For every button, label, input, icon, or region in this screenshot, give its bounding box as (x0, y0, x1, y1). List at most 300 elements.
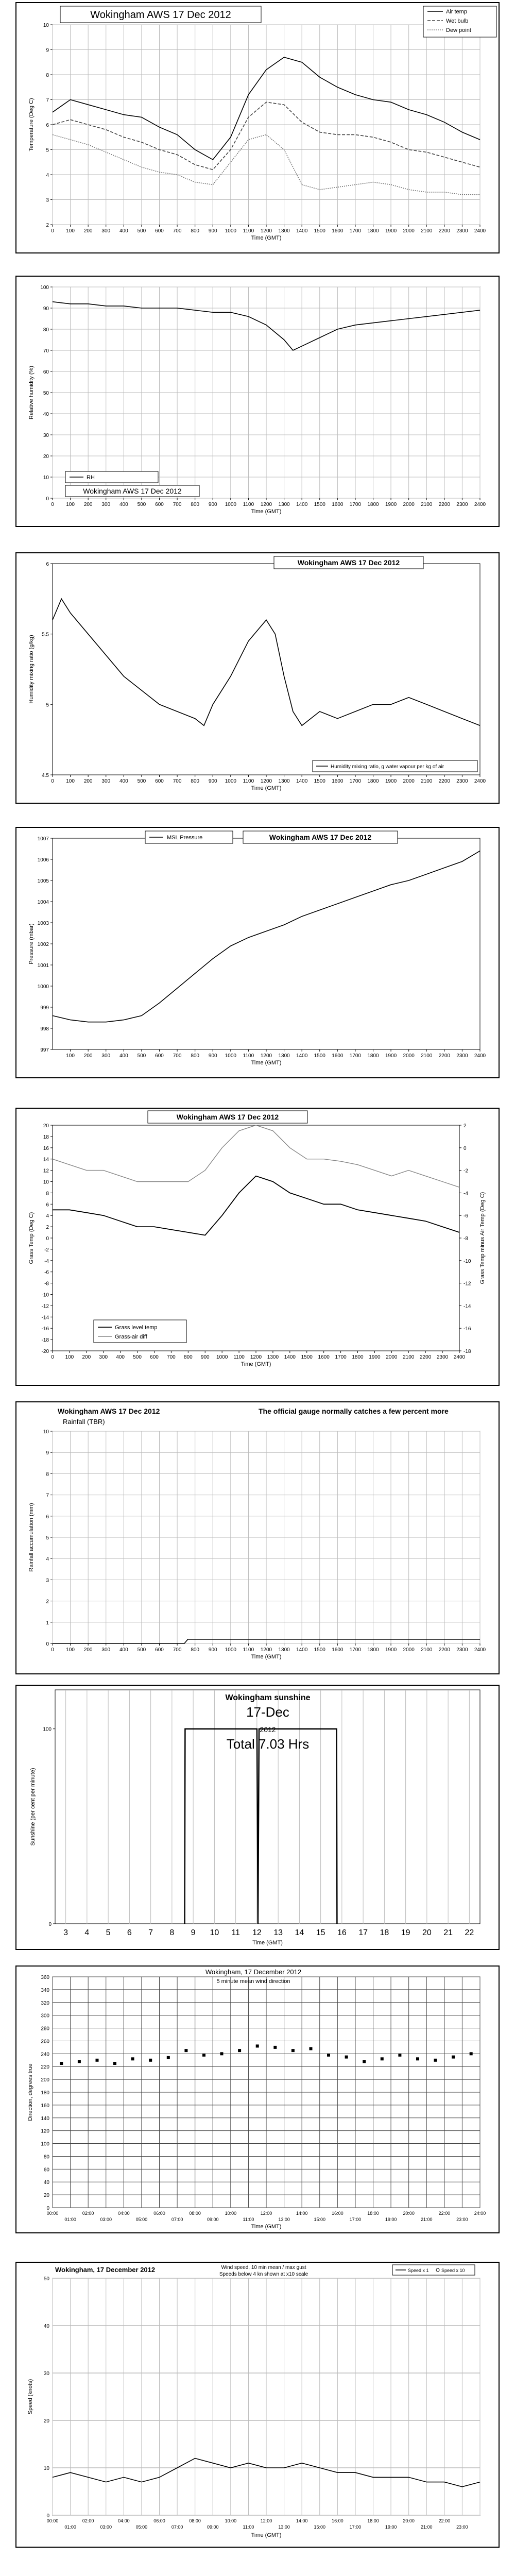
y-tick-label: 30 (43, 2371, 49, 2377)
chart-subtitle: Wind speed, 10 min mean / max gust (221, 2265, 306, 2270)
x-tick-label: 1900 (385, 502, 397, 507)
y-tick-label: 100 (43, 1726, 52, 1733)
x-tick-label: 1500 (314, 502, 325, 507)
x-axis-label: Time (GMT) (251, 509, 282, 515)
y-tick-label: 360 (41, 1975, 49, 1980)
x-tick-label: 2300 (456, 1053, 468, 1059)
wind-direction-point (327, 2054, 330, 2057)
legend-label: Speed x 10 (441, 2268, 465, 2273)
rainfall-chart (15, 1401, 500, 1674)
y-tick-label: 30 (43, 433, 49, 438)
x-tick-label: 600 (155, 1647, 164, 1653)
x-tick-label: 22:00 (438, 2211, 451, 2216)
x-tick-label: 500 (137, 228, 146, 234)
legend-label: Dew point (446, 27, 471, 33)
x-tick-label: 100 (66, 1647, 75, 1653)
y-tick-label: 100 (41, 2141, 49, 2147)
pressure-chart (15, 827, 500, 1078)
wind-direction-point (202, 2054, 205, 2057)
x-tick-label: 900 (208, 1053, 217, 1059)
x-tick-label: 1400 (284, 1354, 296, 1360)
x-tick-label: 2400 (474, 228, 486, 234)
chart-title: Wokingham, 17 December 2012 (55, 2266, 156, 2274)
legend-label: Humidity mixing ratio, g water vapour per kg of air (331, 764, 444, 770)
x-axis-label: Time (GMT) (252, 1940, 283, 1946)
x-tick-label: 2000 (403, 1647, 415, 1653)
x-tick-label: 1500 (314, 778, 325, 784)
rainfall-chart-svg (16, 1402, 499, 1673)
x-tick-label: 200 (83, 778, 93, 784)
x-tick-label: 21:00 (420, 2524, 433, 2530)
grass-temp-chart (15, 1108, 500, 1386)
x-tick-label: 10:00 (225, 2211, 237, 2216)
wind-direction-point (238, 2049, 241, 2052)
y-tick-label: 160 (41, 2103, 49, 2109)
x-tick-label: 12:00 (260, 2211, 272, 2216)
x-tick-label: 1900 (385, 1053, 397, 1059)
x-tick-label: 2300 (456, 228, 468, 234)
y-tick-label: 8 (46, 1191, 49, 1197)
x-tick-label: 14:00 (296, 2518, 308, 2523)
y-tick-label: 14 (43, 1157, 49, 1163)
y-tick-label: 0 (46, 496, 49, 502)
x-tick-label: 400 (119, 1053, 128, 1059)
legend-label: Grass level temp (115, 1325, 158, 1331)
x-tick-label: 06:00 (153, 2211, 165, 2216)
sunshine-chart-svg (16, 1686, 499, 1949)
x-tick-label: 1300 (267, 1354, 279, 1360)
wind-direction-point (220, 2052, 224, 2055)
x-tick-label: 1200 (260, 1053, 272, 1059)
x-tick-label: 0 (51, 1354, 54, 1360)
y2-tick-label: 2 (464, 1123, 467, 1129)
y2-tick-label: 0 (464, 1145, 467, 1151)
y-tick-label: 140 (41, 2115, 49, 2122)
chart-date: 17-Dec (246, 1704, 289, 1720)
x-tick-label: 20:00 (403, 2518, 415, 2523)
x-tick-label: 2400 (453, 1354, 466, 1360)
x-tick-label: 14:00 (296, 2211, 308, 2216)
y-tick-label: 80 (43, 2154, 49, 2160)
y-axis-label: Pressure (mbar) (28, 923, 35, 964)
wind-direction-point (452, 2056, 455, 2059)
x-tick-label: 18 (380, 1928, 389, 1937)
x-axis-label: Time (GMT) (251, 235, 282, 241)
x-tick-label: 100 (65, 1354, 74, 1360)
y-tick-label: -6 (44, 1269, 49, 1276)
y-tick-label: 6 (46, 1514, 49, 1520)
legend-label: Air temp (446, 9, 467, 15)
legend-label: Speed x 1 (408, 2268, 429, 2273)
y-tick-label: 8 (46, 1471, 49, 1478)
x-tick-label: 1600 (318, 1354, 330, 1360)
wind-speed-chart (15, 2262, 500, 2548)
x-tick-label: 11:00 (243, 2217, 254, 2222)
x-tick-label: 5 (106, 1928, 111, 1937)
x-tick-label: 1400 (296, 1053, 308, 1059)
x-tick-label: 600 (155, 778, 164, 784)
wind-direction-point (363, 2060, 366, 2063)
legend-label: Grass-air diff (115, 1334, 147, 1340)
x-tick-label: 18:00 (367, 2211, 379, 2216)
x-tick-label: 6 (127, 1928, 132, 1937)
y2-tick-label: -2 (464, 1168, 468, 1174)
x-tick-label: 17:00 (349, 2524, 362, 2530)
x-tick-label: 1200 (260, 228, 272, 234)
x-tick-label: 1100 (243, 502, 254, 507)
x-tick-label: 0 (51, 778, 54, 784)
x-tick-label: 300 (101, 778, 111, 784)
y-tick-label: 80 (43, 327, 49, 333)
y-tick-label: 0 (46, 2513, 49, 2519)
x-tick-label: 1300 (278, 1053, 290, 1059)
y-axis-label: Grass Temp (Deg C) (28, 1212, 35, 1264)
x-tick-label: 04:00 (118, 2211, 130, 2216)
y2-tick-label: -8 (464, 1236, 468, 1242)
y-tick-label: 9 (46, 47, 49, 54)
x-tick-label: 21 (443, 1928, 453, 1937)
y-tick-label: 1 (46, 1620, 49, 1626)
y-tick-label: 2 (46, 223, 49, 228)
y-tick-label: 3 (46, 197, 49, 204)
y-tick-label: 6 (46, 123, 49, 128)
chart-title: Wokingham AWS 17 Dec 2012 (83, 487, 182, 495)
y-tick-label: 5.5 (42, 632, 49, 638)
x-tick-label: 1800 (367, 228, 379, 234)
x-tick-label: 11 (231, 1928, 240, 1937)
x-tick-label: 1300 (278, 1647, 290, 1653)
wind-direction-point (434, 2059, 437, 2062)
x-tick-label: 16:00 (332, 2518, 344, 2523)
y-tick-label: -20 (41, 1349, 49, 1354)
x-tick-label: 1500 (314, 1647, 325, 1653)
wind-direction-point (256, 2044, 259, 2047)
temperature-chart (15, 2, 500, 253)
y-tick-label: -8 (44, 1281, 49, 1287)
chart-total: Total 7.03 Hrs (226, 1736, 310, 1752)
x-tick-label: 1400 (296, 778, 308, 784)
x-tick-label: 2400 (474, 778, 486, 784)
x-tick-label: 12:00 (260, 2518, 272, 2523)
y-tick-label: 320 (41, 2000, 49, 2006)
x-tick-label: 900 (208, 778, 217, 784)
x-tick-label: 200 (83, 502, 93, 507)
y-tick-label: 10 (43, 1179, 49, 1185)
x-tick-label: 19 (401, 1928, 410, 1937)
x-tick-label: 2200 (420, 1354, 432, 1360)
chart-title: Wokingham, 17 December 2012 (205, 1968, 302, 1976)
x-tick-label: 20:00 (403, 2211, 415, 2216)
wind-direction-point (381, 2057, 384, 2060)
x-tick-label: 400 (119, 228, 128, 234)
y-tick-label: 1005 (37, 878, 49, 884)
y-tick-label: 2 (46, 1225, 49, 1231)
x-tick-label: 500 (137, 1647, 146, 1653)
x-axis-label: Time (GMT) (251, 1060, 282, 1066)
y-tick-label: 340 (41, 1987, 49, 1993)
chart-title: Wokingham AWS 17 Dec 2012 (90, 9, 231, 21)
x-tick-label: 13 (273, 1928, 283, 1937)
wind-direction-point (310, 2047, 313, 2050)
y-tick-label: 240 (41, 2052, 49, 2058)
y-axis-label: Temperature (Deg C) (28, 98, 35, 151)
mixing-ratio-chart-svg (16, 553, 499, 803)
x-tick-label: 400 (119, 502, 128, 507)
x-tick-label: 22:00 (438, 2518, 451, 2523)
y-tick-label: 997 (40, 1047, 49, 1053)
y-tick-label: 180 (41, 2090, 49, 2096)
x-tick-label: 2200 (438, 502, 450, 507)
x-tick-label: 1000 (216, 1354, 228, 1360)
x-tick-label: 800 (183, 1354, 193, 1360)
wind-direction-point (416, 2057, 419, 2060)
x-tick-label: 10 (210, 1928, 219, 1937)
y-tick-label: 18 (43, 1134, 49, 1140)
chart-title: Wokingham AWS 17 Dec 2012 (297, 558, 400, 567)
y-tick-label: 0 (46, 1236, 49, 1242)
chart-subtitle: Rainfall (TBR) (63, 1418, 105, 1426)
plot-area (53, 564, 480, 775)
x-tick-label: 21:00 (420, 2217, 433, 2222)
y2-tick-label: -18 (464, 1349, 471, 1354)
x-tick-label: 1100 (233, 1354, 245, 1360)
x-tick-label: 02:00 (82, 2211, 94, 2216)
x-tick-label: 15:00 (314, 2217, 326, 2222)
chart-subtitle: 5 minute mean wind direction (216, 1978, 290, 1985)
x-tick-label: 2300 (456, 502, 468, 507)
x-tick-label: 1600 (332, 1647, 344, 1653)
x-tick-label: 2000 (403, 502, 415, 507)
y-tick-label: 20 (43, 454, 49, 460)
y-tick-label: -14 (41, 1315, 49, 1321)
y-axis-label: Sunshine (per cent per minute) (30, 1768, 36, 1846)
x-tick-label: 1900 (385, 228, 397, 234)
x-axis-label: Time (GMT) (241, 1361, 271, 1367)
y-axis-label: Direction, degrees true (27, 2063, 33, 2121)
x-tick-label: 20 (422, 1928, 432, 1937)
y2-tick-label: -6 (464, 1213, 468, 1219)
y-tick-label: 4 (46, 1213, 49, 1219)
x-tick-label: 2300 (456, 778, 468, 784)
x-tick-label: 1700 (349, 228, 362, 234)
x-tick-label: 05:00 (135, 2524, 148, 2530)
sunshine-chart (15, 1685, 500, 1950)
y-tick-label: 70 (43, 348, 49, 354)
x-tick-label: 800 (191, 228, 200, 234)
x-tick-label: 06:00 (153, 2518, 165, 2523)
humidity-chart-svg (16, 277, 499, 526)
y-tick-label: 7 (46, 97, 49, 104)
x-tick-label: 100 (66, 502, 75, 507)
y2-axis-label: Grass Temp minus Air Temp (Deg C) (479, 1192, 486, 1284)
x-tick-label: 600 (155, 502, 164, 507)
x-tick-label: 1600 (332, 502, 344, 507)
x-tick-label: 2000 (403, 228, 415, 234)
y-tick-label: 4 (46, 1556, 49, 1563)
x-tick-label: 0 (51, 228, 54, 234)
y-tick-label: 200 (41, 2077, 49, 2083)
x-tick-label: 2100 (421, 778, 433, 784)
x-axis-label: Time (GMT) (251, 2224, 282, 2230)
wind-direction-chart (15, 1965, 500, 2233)
y-axis-label: Speed (knots) (27, 2379, 33, 2415)
y-tick-label: 40 (43, 2180, 49, 2186)
x-tick-label: 2200 (438, 778, 450, 784)
plot-area (53, 838, 480, 1049)
x-tick-label: 1800 (352, 1354, 364, 1360)
x-tick-label: 900 (208, 1647, 217, 1653)
x-axis-label: Time (GMT) (251, 1654, 282, 1660)
x-tick-label: 700 (173, 1647, 182, 1653)
x-tick-label: 08:00 (189, 2211, 201, 2216)
x-tick-label: 700 (173, 502, 182, 507)
x-tick-label: 1900 (385, 778, 397, 784)
x-tick-label: 1100 (243, 1053, 254, 1059)
x-tick-label: 2400 (474, 502, 486, 507)
y-tick-label: -4 (44, 1258, 49, 1264)
x-tick-label: 1600 (332, 778, 344, 784)
x-tick-label: 200 (83, 1647, 93, 1653)
legend-label: Wet bulb (446, 18, 469, 24)
x-tick-label: 2000 (386, 1354, 398, 1360)
x-tick-label: 11:00 (243, 2524, 254, 2530)
y-axis-label: Relative humidity (%) (28, 366, 35, 419)
x-tick-label: 700 (167, 1354, 176, 1360)
y-tick-label: 10 (43, 475, 49, 481)
x-tick-label: 24:00 (474, 2211, 486, 2216)
y-tick-label: 4 (46, 173, 49, 178)
x-tick-label: 800 (191, 502, 200, 507)
y-tick-label: 0 (46, 2206, 49, 2211)
y-tick-label: -2 (44, 1247, 49, 1253)
x-tick-label: 1800 (367, 502, 379, 507)
y-tick-label: 12 (43, 1168, 49, 1174)
y-tick-label: 7 (46, 1493, 49, 1499)
grass-temp-chart-svg (16, 1109, 499, 1385)
x-tick-label: 01:00 (64, 2217, 76, 2222)
x-tick-label: 400 (119, 778, 128, 784)
x-tick-label: 2400 (474, 1053, 486, 1059)
x-tick-label: 1000 (225, 778, 236, 784)
y-axis-label: Humidity mixing ratio (g/kg) (28, 635, 35, 704)
x-axis-label: Time (GMT) (251, 785, 282, 791)
wind-direction-point (60, 2062, 63, 2065)
x-tick-label: 1300 (278, 778, 290, 784)
x-tick-label: 1500 (301, 1354, 313, 1360)
y-axis-label: Rainfall accumulation (mm) (28, 1503, 35, 1572)
x-tick-label: 08:00 (189, 2518, 201, 2523)
temperature-chart-svg (16, 3, 499, 252)
chart-note: The official gauge normally catches a few percent more (259, 1407, 449, 1415)
x-tick-label: 17 (358, 1928, 368, 1937)
y-tick-label: 90 (43, 306, 49, 312)
x-tick-label: 15 (316, 1928, 325, 1937)
x-tick-label: 2100 (421, 502, 433, 507)
x-tick-label: 1100 (243, 778, 254, 784)
x-tick-label: 4 (84, 1928, 90, 1937)
x-tick-label: 16 (337, 1928, 347, 1937)
x-tick-label: 100 (66, 778, 75, 784)
y-tick-label: 300 (41, 2013, 49, 2019)
x-tick-label: 600 (155, 1053, 164, 1059)
wind-direction-point (149, 2059, 152, 2062)
x-tick-label: 1400 (296, 228, 308, 234)
x-tick-label: 14 (295, 1928, 304, 1937)
x-tick-label: 2300 (456, 1647, 468, 1653)
y-tick-label: 6 (46, 562, 49, 567)
x-tick-label: 500 (137, 778, 146, 784)
y-tick-label: 1006 (37, 857, 49, 863)
x-tick-label: 19:00 (385, 2217, 397, 2222)
y2-tick-label: -14 (464, 1303, 471, 1310)
y-tick-label: 5 (46, 702, 49, 708)
x-tick-label: 22 (465, 1928, 474, 1937)
y-tick-label: 10 (43, 1429, 49, 1435)
x-tick-label: 1600 (332, 228, 344, 234)
y-tick-label: 1007 (37, 836, 49, 842)
y-tick-label: 260 (41, 2039, 49, 2045)
y-tick-label: -16 (41, 1326, 49, 1332)
chart-subtitle-2: Speeds below 4 kn shown at x10 scale (219, 2272, 308, 2277)
x-tick-label: 600 (155, 228, 164, 234)
x-tick-label: 17:00 (349, 2217, 362, 2222)
y-tick-label: 100 (40, 285, 49, 291)
x-tick-label: 300 (101, 228, 111, 234)
y-tick-label: 1001 (37, 963, 49, 969)
x-tick-label: 500 (133, 1354, 142, 1360)
x-tick-label: 200 (83, 1053, 93, 1059)
x-tick-label: 100 (66, 1053, 75, 1059)
y-tick-label: 40 (43, 2324, 49, 2329)
wind-direction-point (291, 2049, 295, 2052)
wind-direction-point (398, 2054, 401, 2057)
x-tick-label: 1400 (296, 502, 308, 507)
wind-direction-point (184, 2049, 187, 2052)
x-tick-label: 7 (148, 1928, 153, 1937)
y-tick-label: 280 (41, 2026, 49, 2032)
y-tick-label: 20 (43, 2193, 49, 2199)
x-tick-label: 1100 (243, 1647, 254, 1653)
y-tick-label: -12 (41, 1303, 49, 1310)
x-tick-label: 2400 (474, 1647, 486, 1653)
x-tick-label: 09:00 (207, 2524, 219, 2530)
y-tick-label: 998 (40, 1026, 49, 1032)
y-tick-label: 1003 (37, 921, 49, 926)
x-tick-label: 03:00 (100, 2217, 112, 2222)
y-tick-label: 1002 (37, 942, 49, 947)
x-tick-label: 9 (191, 1928, 196, 1937)
y-tick-label: 40 (43, 412, 49, 417)
y-tick-label: -10 (41, 1292, 49, 1298)
x-tick-label: 1500 (314, 1053, 325, 1059)
y-tick-label: 5 (46, 147, 49, 154)
chart-title: Wokingham sunshine (225, 1693, 311, 1702)
wind-direction-point (78, 2060, 81, 2063)
x-tick-label: 02:00 (82, 2518, 94, 2523)
x-tick-label: 300 (99, 1354, 108, 1360)
pressure-chart-svg (16, 828, 499, 1077)
x-tick-label: 1000 (225, 228, 236, 234)
x-tick-label: 10:00 (225, 2518, 237, 2523)
x-tick-label: 800 (191, 1053, 200, 1059)
x-tick-label: 23:00 (456, 2217, 468, 2222)
y-tick-label: 0 (48, 1922, 52, 1927)
x-tick-label: 1200 (260, 778, 272, 784)
x-tick-label: 600 (150, 1354, 159, 1360)
x-tick-label: 2200 (438, 228, 450, 234)
plot-area (53, 1125, 459, 1351)
x-tick-label: 2200 (438, 1647, 450, 1653)
